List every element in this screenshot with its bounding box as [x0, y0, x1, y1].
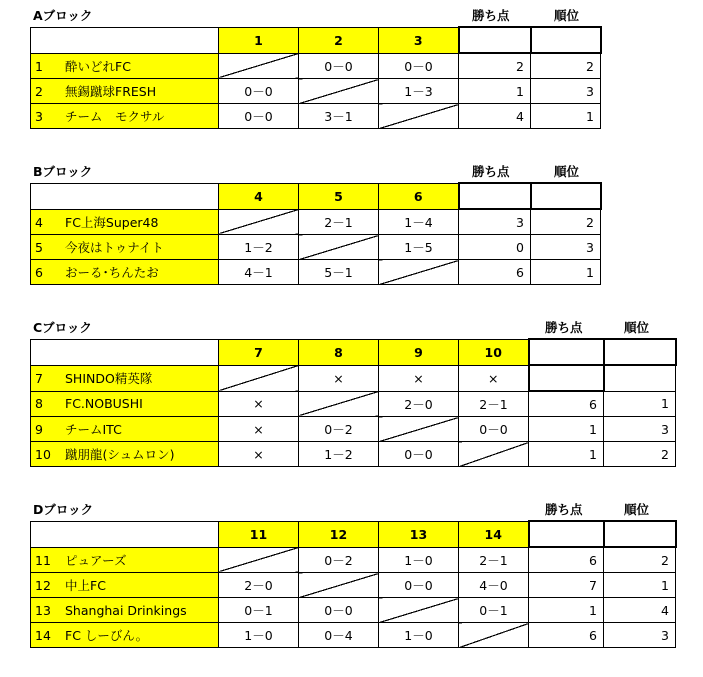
block-title: Bブロック: [33, 164, 93, 179]
header-team-5: 5: [299, 183, 379, 209]
result-cell: 0－0: [379, 53, 459, 79]
header-team-8: 8: [299, 339, 379, 365]
table-row: [31, 442, 676, 467]
points-cell: 6: [459, 260, 531, 285]
team-number: 5: [35, 240, 43, 255]
result-cell: 0－0: [299, 598, 379, 623]
team-name: チームITC: [65, 422, 122, 437]
points-header-cell: [529, 521, 604, 547]
header-team-10: 10: [459, 339, 529, 365]
team-name-cell: [31, 442, 219, 467]
points-cell: [529, 365, 604, 391]
self-match-cell: [379, 417, 459, 442]
result-cell: 1－0: [379, 547, 459, 573]
result-cell: ×: [219, 417, 299, 442]
result-cell: 0－1: [219, 598, 299, 623]
points-label: 勝ち点: [472, 164, 510, 179]
team-name-cell: [31, 417, 219, 442]
points-cell: 1: [459, 79, 531, 104]
table-row: [31, 365, 676, 391]
result-cell: 2－0: [219, 573, 299, 598]
result-cell: 0－0: [379, 442, 459, 467]
team-number: 10: [35, 447, 51, 462]
team-number: 14: [35, 628, 51, 643]
team-number: 13: [35, 602, 51, 618]
header-team-4: 4: [219, 183, 299, 209]
table-row: [31, 260, 601, 285]
result-cell: 4－1: [219, 260, 299, 285]
team-number: 1: [35, 58, 43, 74]
table-row: [31, 79, 601, 104]
result-cell: 1－5: [379, 235, 459, 260]
header-row: [31, 183, 601, 209]
table-row: [31, 547, 676, 573]
team-name: FC しーびん。: [65, 628, 149, 643]
header-row: [31, 339, 676, 365]
points-cell: 7: [529, 573, 604, 598]
team-name: FC上海Super48: [65, 214, 159, 230]
self-match-cell: [299, 391, 379, 417]
rank-label: 順位: [624, 502, 650, 517]
result-cell: 0－0: [299, 53, 379, 79]
team-name: おーる･ちんたお: [65, 265, 159, 280]
header-team-14: 14: [459, 521, 529, 547]
self-match-cell: [379, 598, 459, 623]
points-cell: 1: [529, 598, 604, 623]
points-cell: 6: [529, 391, 604, 417]
header-team-9: 9: [379, 339, 459, 365]
team-number: 2: [35, 84, 43, 99]
self-match-cell: [219, 365, 299, 391]
rank-header-cell: [531, 183, 601, 209]
rank-header-cell: [604, 339, 676, 365]
result-cell: 0－2: [299, 417, 379, 442]
team-name: 蹴朋龍(シュムロン): [65, 447, 175, 462]
result-cell: 3－1: [299, 104, 379, 129]
result-cell: 1－3: [379, 79, 459, 104]
corner-cell: [31, 521, 219, 547]
team-name-cell: [31, 209, 219, 235]
rank-cell: 2: [531, 53, 601, 79]
block-title: Dブロック: [33, 502, 94, 517]
self-match-cell: [459, 442, 529, 467]
self-match-cell: [459, 623, 529, 648]
self-match-cell: [219, 547, 299, 573]
result-cell: 0－0: [219, 104, 299, 129]
team-name-cell: [31, 547, 219, 573]
result-cell: 2－1: [459, 547, 529, 573]
result-cell: 0－0: [459, 417, 529, 442]
team-name-cell: [31, 235, 219, 260]
team-number: 4: [35, 214, 43, 230]
team-name: 無錫蹴球FRESH: [65, 84, 157, 99]
team-name: チーム モクサル: [65, 109, 165, 124]
rank-cell: 1: [531, 260, 601, 285]
corner-cell: [31, 339, 219, 365]
rank-cell: 3: [531, 79, 601, 104]
result-cell: 1－0: [379, 623, 459, 648]
rank-header-cell: [604, 521, 676, 547]
points-header-cell: [459, 183, 531, 209]
self-match-cell: [219, 53, 299, 79]
self-match-cell: [379, 260, 459, 285]
points-cell: 1: [529, 417, 604, 442]
rank-label: 順位: [554, 8, 580, 23]
header-team-13: 13: [379, 521, 459, 547]
header-team-11: 11: [219, 521, 299, 547]
team-number: 3: [35, 109, 43, 124]
team-name-cell: [31, 623, 219, 648]
rank-cell: 3: [604, 623, 676, 648]
team-name-cell: [31, 598, 219, 623]
team-name-cell: [31, 53, 219, 79]
result-cell: 0－2: [299, 547, 379, 573]
team-name-cell: [31, 104, 219, 129]
table-row: [31, 104, 601, 129]
team-name: Shanghai Drinkings: [65, 602, 187, 618]
rank-cell: 2: [531, 209, 601, 235]
points-cell: 6: [529, 547, 604, 573]
team-name: 今夜はトゥナイト: [65, 240, 164, 255]
self-match-cell: [299, 573, 379, 598]
self-match-cell: [299, 235, 379, 260]
result-cell: 1－0: [219, 623, 299, 648]
points-header-cell: [459, 27, 531, 53]
rank-label: 順位: [624, 320, 650, 335]
points-cell: 0: [459, 235, 531, 260]
result-cell: 0－1: [459, 598, 529, 623]
points-cell: 3: [459, 209, 531, 235]
result-cell: ×: [219, 442, 299, 467]
self-match-cell: [219, 209, 299, 235]
block-d-table: [30, 520, 677, 648]
result-cell: 5－1: [299, 260, 379, 285]
team-name-cell: [31, 573, 219, 598]
team-name: FC.NOBUSHI: [65, 396, 143, 412]
team-number: 11: [35, 552, 51, 568]
points-header-cell: [529, 339, 604, 365]
header-team-7: 7: [219, 339, 299, 365]
rank-cell: 2: [604, 442, 676, 467]
header-row: [31, 27, 601, 53]
team-name-cell: [31, 365, 219, 391]
result-cell: 2－0: [379, 391, 459, 417]
rank-cell: 4: [604, 598, 676, 623]
rank-cell: 1: [604, 391, 676, 417]
table-row: [31, 53, 601, 79]
points-cell: 1: [529, 442, 604, 467]
team-number: 9: [35, 422, 43, 437]
team-name-cell: [31, 391, 219, 417]
table-row: [31, 417, 676, 442]
table-row: [31, 235, 601, 260]
team-name-cell: [31, 79, 219, 104]
table-row: [31, 598, 676, 623]
team-name-cell: [31, 260, 219, 285]
rank-header-cell: [531, 27, 601, 53]
team-name: SHINDO精英隊: [65, 371, 153, 386]
rank-cell: [604, 365, 676, 391]
result-cell: ×: [219, 391, 299, 417]
team-number: 8: [35, 396, 43, 412]
block-title: Aブロック: [33, 8, 93, 23]
rank-cell: 1: [604, 573, 676, 598]
corner-cell: [31, 183, 219, 209]
rank-cell: 3: [531, 235, 601, 260]
self-match-cell: [379, 104, 459, 129]
points-label: 勝ち点: [545, 502, 583, 517]
result-cell: 2－1: [459, 391, 529, 417]
team-name: ピュアーズ: [65, 552, 127, 568]
team-number: 6: [35, 265, 43, 280]
table-row: [31, 573, 676, 598]
team-number: 12: [35, 578, 51, 593]
points-label: 勝ち点: [545, 320, 583, 335]
result-cell: 1－2: [299, 442, 379, 467]
table-row: [31, 623, 676, 648]
points-cell: 2: [459, 53, 531, 79]
team-name: 中上FC: [65, 578, 106, 593]
self-match-cell: [299, 79, 379, 104]
team-name: 酔いどれFC: [65, 58, 131, 74]
corner-cell: [31, 27, 219, 53]
points-cell: 6: [529, 623, 604, 648]
rank-label: 順位: [554, 164, 580, 179]
block-title: Cブロック: [33, 320, 92, 335]
result-cell: 4－0: [459, 573, 529, 598]
rank-cell: 3: [604, 417, 676, 442]
result-cell: 0－0: [219, 79, 299, 104]
header-row: [31, 521, 676, 547]
header-team-1: 1: [219, 27, 299, 53]
result-cell: 1－4: [379, 209, 459, 235]
result-cell: 0－0: [379, 573, 459, 598]
result-cell: ×: [459, 365, 529, 391]
result-cell: 2－1: [299, 209, 379, 235]
block-a-table: [30, 26, 602, 129]
rank-cell: 2: [604, 547, 676, 573]
header-team-2: 2: [299, 27, 379, 53]
points-label: 勝ち点: [472, 8, 510, 23]
team-number: 7: [35, 371, 43, 386]
header-team-3: 3: [379, 27, 459, 53]
block-b-table: [30, 182, 602, 285]
table-row: [31, 391, 676, 417]
points-cell: 4: [459, 104, 531, 129]
block-c-table: [30, 338, 677, 467]
rank-cell: 1: [531, 104, 601, 129]
result-cell: 0－4: [299, 623, 379, 648]
result-cell: ×: [299, 365, 379, 391]
result-cell: ×: [379, 365, 459, 391]
header-team-12: 12: [299, 521, 379, 547]
header-team-6: 6: [379, 183, 459, 209]
table-row: [31, 209, 601, 235]
result-cell: 1－2: [219, 235, 299, 260]
